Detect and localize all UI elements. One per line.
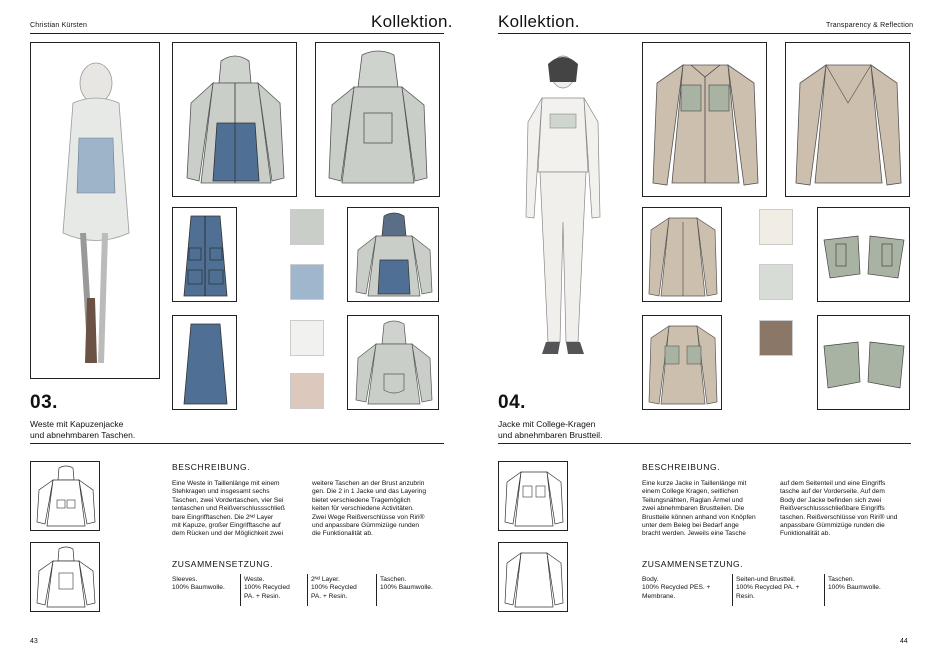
page-right xyxy=(470,0,940,665)
look-number: 03. xyxy=(30,392,58,413)
section-rule xyxy=(498,443,911,444)
color-swatch-2 xyxy=(290,264,324,300)
header-title: Kollektion. xyxy=(498,12,580,31)
color-swatch-1 xyxy=(759,209,793,245)
page-number: 43 xyxy=(30,638,38,645)
text-line: taschen. Reißverschlüsse von Riri® und xyxy=(780,513,898,521)
text-line: Body. xyxy=(642,576,659,583)
text-line: Taschen. xyxy=(828,576,855,583)
text-line: PA. + Resin. xyxy=(311,592,348,600)
text-line: Stehkragen und insgesamt sechs xyxy=(172,488,270,496)
header-author: Christian Kürsten xyxy=(30,22,88,29)
caption-line-2: und abnehmbaren Taschen. xyxy=(30,430,136,440)
text-line: Body der Jacke befinden sich zwei xyxy=(780,496,882,504)
look-caption xyxy=(30,419,135,441)
caption-line-1: Weste mit Kapuzenjacke xyxy=(30,419,124,429)
sketch-jacket-front xyxy=(172,42,297,197)
figure-illustration xyxy=(498,42,628,379)
text-line: Sleeves. xyxy=(172,576,198,583)
text-line: zwei abnehmbaren Brustteilen. Die xyxy=(642,505,745,513)
caption-line-1: Jacke mit College-Kragen xyxy=(498,419,596,429)
color-swatch-4 xyxy=(290,373,324,409)
text-line: 100% Baumwolle. xyxy=(380,584,433,592)
text-line: Taschen, zwei Vordertaschen, vier Sei xyxy=(172,496,284,504)
description-heading: BESCHREIBUNG. xyxy=(172,462,251,472)
description-heading: BESCHREIBUNG. xyxy=(642,462,721,472)
text-line: Zwei Wege Reißverschlüsse von Riri® xyxy=(312,513,425,521)
sketch-layer-front xyxy=(347,207,439,302)
text-line: bietet verschiedene Tragemöglich xyxy=(312,496,411,504)
text-line: 100% Recycled xyxy=(311,584,357,592)
text-line: 2ᴺᵈ Layer. xyxy=(311,576,340,583)
color-swatch-3 xyxy=(759,320,793,356)
text-line: Membrane. xyxy=(642,592,676,600)
text-line: mit Kapuze, großer Eingrifftasche auf xyxy=(172,522,281,530)
description-col-2 xyxy=(312,480,452,539)
sketch-vest-back xyxy=(172,315,237,410)
text-line: PA. + Resin. xyxy=(244,592,281,600)
text-line: bracht werden. Jeweils eine Tasche xyxy=(642,530,746,538)
text-line: tentaschen und Reißverschlussschließ xyxy=(172,505,285,513)
text-line: gen. Die 2 in 1 Jacke und das Layering xyxy=(312,488,426,496)
section-rule xyxy=(30,443,444,444)
composition-heading: ZUSAMMENSETZUNG. xyxy=(642,559,744,569)
header-title: Kollektion. xyxy=(371,12,453,31)
sketch-jacket-small-2 xyxy=(642,315,722,410)
sketch-chest-piece-2 xyxy=(817,315,910,410)
text-line: Taschen. xyxy=(380,576,407,583)
sketch-vest-front xyxy=(172,207,237,302)
text-line: anpassbare Gümmizüge runden die xyxy=(780,522,885,530)
flat-sketch-back xyxy=(498,542,568,612)
flat-sketch-back xyxy=(30,542,100,612)
composition-col-4 xyxy=(376,574,444,606)
composition-col-3 xyxy=(824,574,910,606)
text-line: Eine kurze Jacke in Taillenlänge mit xyxy=(642,480,747,487)
color-swatch-2 xyxy=(759,264,793,300)
text-line: und anpassbare Gümmizüge runden xyxy=(312,522,420,530)
text-line: die Funktionalität ab. xyxy=(312,530,373,538)
text-line: Eine Weste in Taillenlänge mit einem xyxy=(172,480,280,487)
flat-sketch-front xyxy=(30,461,100,531)
description-col-1 xyxy=(172,480,312,539)
text-line: 100% Recycled xyxy=(244,584,290,592)
text-line: bare Eingrifftaschen. Die 2ᴺᵈ Layer xyxy=(172,513,274,521)
text-line: tasche auf der Vorderseite. Auf dem xyxy=(780,488,885,496)
sketch-jacket-back xyxy=(315,42,440,197)
caption-line-2: und abnehmbaren Brustteil. xyxy=(498,430,603,440)
text-line: Resin. xyxy=(736,592,755,600)
sketch-jacket-front xyxy=(642,42,767,197)
text-line: 100% Recycled PA. + xyxy=(736,584,800,592)
composition-heading: ZUSAMMENSETZUNG. xyxy=(172,559,274,569)
header-theme: Transparency & Reflection xyxy=(826,22,914,29)
text-line: 100% Baumwolle. xyxy=(172,584,225,592)
text-line: Teilungsnähten, Raglan Ärmel und xyxy=(642,496,743,504)
text-line: dem Rücken und der Möglichkeit zwei xyxy=(172,530,284,538)
flat-sketch-front xyxy=(498,461,568,531)
composition-col-1 xyxy=(642,576,728,601)
sketch-jacket-small-1 xyxy=(642,207,722,302)
text-line: einem College Kragen, seitlichen xyxy=(642,488,739,496)
text-line: Seiten-und Brustteil. xyxy=(736,576,796,583)
text-line: Weste. xyxy=(244,576,265,583)
description-col-1 xyxy=(642,480,782,539)
color-swatch-3 xyxy=(290,320,324,356)
header-rule xyxy=(498,33,911,34)
composition-col-2 xyxy=(732,574,820,606)
sketch-layer-back xyxy=(347,315,439,410)
header-rule xyxy=(30,33,444,34)
text-line: 100% Baumwolle. xyxy=(828,584,881,592)
description-col-2 xyxy=(780,480,920,539)
composition-col-3 xyxy=(307,574,373,606)
text-line: Brustteile können anhand von Knöpfen xyxy=(642,513,756,521)
composition-col-2 xyxy=(240,574,306,606)
sketch-jacket-back xyxy=(785,42,910,197)
text-line: Funktionalität ab. xyxy=(780,530,831,538)
color-swatch-1 xyxy=(290,209,324,245)
text-line: Reißverschlussschließbare Eingriffs xyxy=(780,505,885,513)
text-line: unter dem Beleg bei Bedarf ange xyxy=(642,522,739,530)
text-line: keiten für verschiedene Activitäten. xyxy=(312,505,414,513)
sketch-chest-piece-1 xyxy=(817,207,910,302)
look-caption xyxy=(498,419,602,441)
text-line: 100% Recycled PES. + xyxy=(642,584,711,592)
composition-col-1 xyxy=(172,576,238,593)
look-number: 04. xyxy=(498,392,526,413)
figure-illustration xyxy=(30,42,160,379)
text-line: auf dem Seitenteil und eine Eingriffs xyxy=(780,480,886,487)
page-number: 44 xyxy=(900,638,908,645)
text-line: weitere Taschen an der Brust anzubrin xyxy=(312,480,425,487)
